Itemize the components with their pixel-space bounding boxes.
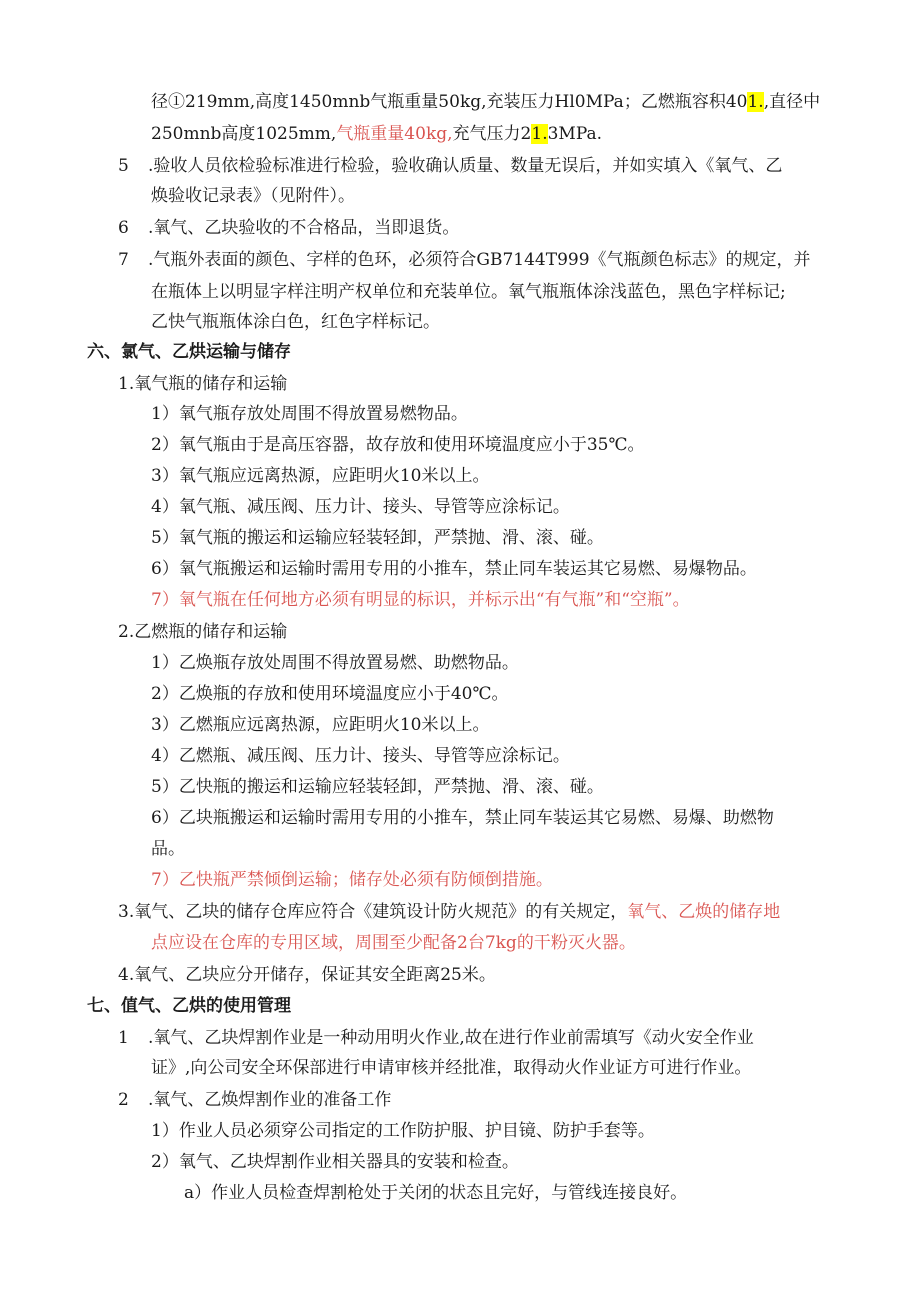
list-item-5: 5 .验收人员依检验标准进行检验，验收确认质量、数量无误后，并如实填入《氧气、乙: [118, 156, 783, 176]
list-item: 2）乙焕瓶的存放和使用环境温度应小于40℃。: [151, 684, 509, 704]
list-item-continuation: 品。: [151, 839, 185, 859]
list-item: 5）氧气瓶的搬运和运输应轻装轻卸，严禁抛、滑、滚、碰。: [151, 528, 604, 548]
paragraph-line-red: 点应设在仓库的专用区域，周围至少配备2台7kg的干粉灭火器。: [151, 933, 636, 953]
list-item: 3）氧气瓶应远离热源，应距明火10米以上。: [151, 466, 490, 486]
paragraph-line: 证》,向公司安全环保部进行申请审核并经批准，取得动火作业证方可进行作业。: [151, 1058, 752, 1078]
highlight: 1.: [747, 92, 764, 112]
list-item: 5）乙快瓶的搬运和运输应轻装轻卸，严禁抛、滑、滚、碰。: [151, 777, 604, 797]
paragraph-line: 250mnb高度1025mm,气瓶重量40kg,充气压力21.3MPa.: [151, 124, 603, 144]
red-text: 气瓶重量40kg,: [336, 124, 453, 144]
subsection-heading: 1.氧气瓶的储存和运输: [118, 374, 288, 394]
list-item: 6）乙块瓶搬运和运输时需用专用的小推车，禁止同车装运其它易燃、易爆、助燃物: [151, 808, 774, 828]
section-heading-6: 六、氯气、乙烘运输与储存: [87, 342, 291, 362]
list-item-6: 6 .氧气、乙块验收的不合格品，当即退货。: [118, 218, 460, 238]
subsection-3: 3.氧气、乙块的储存仓库应符合《建筑设计防火规范》的有关规定，氧气、乙焕的储存地: [118, 902, 781, 922]
list-item: 1）乙焕瓶存放处周围不得放置易燃、助燃物品。: [151, 653, 519, 673]
paragraph-line: 乙快气瓶瓶体涂白色，红色字样标记。: [151, 312, 440, 332]
list-item-1: 1 .氧气、乙块焊割作业是一种动用明火作业,故在进行作业前需填写《动火安全作业: [118, 1028, 754, 1048]
red-text: 氧气、乙焕的储存地: [627, 902, 781, 922]
subsection-heading: 2.乙燃瓶的储存和运输: [118, 622, 288, 642]
list-item: 1）氧气瓶存放处周围不得放置易燃物品。: [151, 404, 468, 424]
highlight: 1.: [531, 124, 548, 144]
list-item: 1）作业人员必须穿公司指定的工作防护服、护目镜、防护手套等。: [151, 1121, 655, 1141]
list-item: 3）乙燃瓶应远离热源，应距明火10米以上。: [151, 715, 490, 735]
list-item-sub: a）作业人员检查焊割枪处于关闭的状态且完好，与管线连接良好。: [184, 1183, 688, 1203]
list-item-red: 7）氧气瓶在任何地方必须有明显的标识，并标示出“有气瓶”和“空瓶”。: [151, 590, 690, 610]
paragraph-line: 在瓶体上以明显字样注明产权单位和充装单位。氧气瓶瓶体涂浅蓝色，黑色字样标记;: [151, 282, 786, 302]
list-item: 4）氧气瓶、减压阀、压力计、接头、导管等应涂标记。: [151, 497, 570, 517]
list-item: 2）氧气、乙块焊割作业相关器具的安装和检查。: [151, 1152, 519, 1172]
paragraph-line: 焕验收记录表》（见附件）。: [151, 186, 355, 206]
list-item-red: 7）乙快瓶严禁倾倒运输；储存处必须有防倾倒措施。: [151, 870, 553, 890]
list-item: 2）氧气瓶由于是高压容器，故存放和使用环境温度应小于35℃。: [151, 435, 645, 455]
list-item-2: 2 .氧气、乙焕焊割作业的准备工作: [118, 1090, 392, 1110]
list-item: 6）氧气瓶搬运和运输时需用专用的小推车，禁止同车装运其它易燃、易爆物品。: [151, 559, 757, 579]
paragraph-line: 径①219mm,高度1450mnb气瓶重量50kg,充装压力Hl0MPa；乙燃瓶容积401.,直径中: [151, 92, 821, 112]
section-heading-7: 七、值气、乙烘的使用管理: [87, 996, 291, 1016]
subsection-4: 4.氧气、乙块应分开储存，保证其安全距离25米。: [118, 965, 496, 985]
list-item: 4）乙燃瓶、减压阀、压力计、接头、导管等应涂标记。: [151, 746, 570, 766]
list-item-7: 7 .气瓶外表面的颜色、字样的色环，必须符合GB7144T999《气瓶颜色标志》的规定，并: [118, 250, 811, 270]
